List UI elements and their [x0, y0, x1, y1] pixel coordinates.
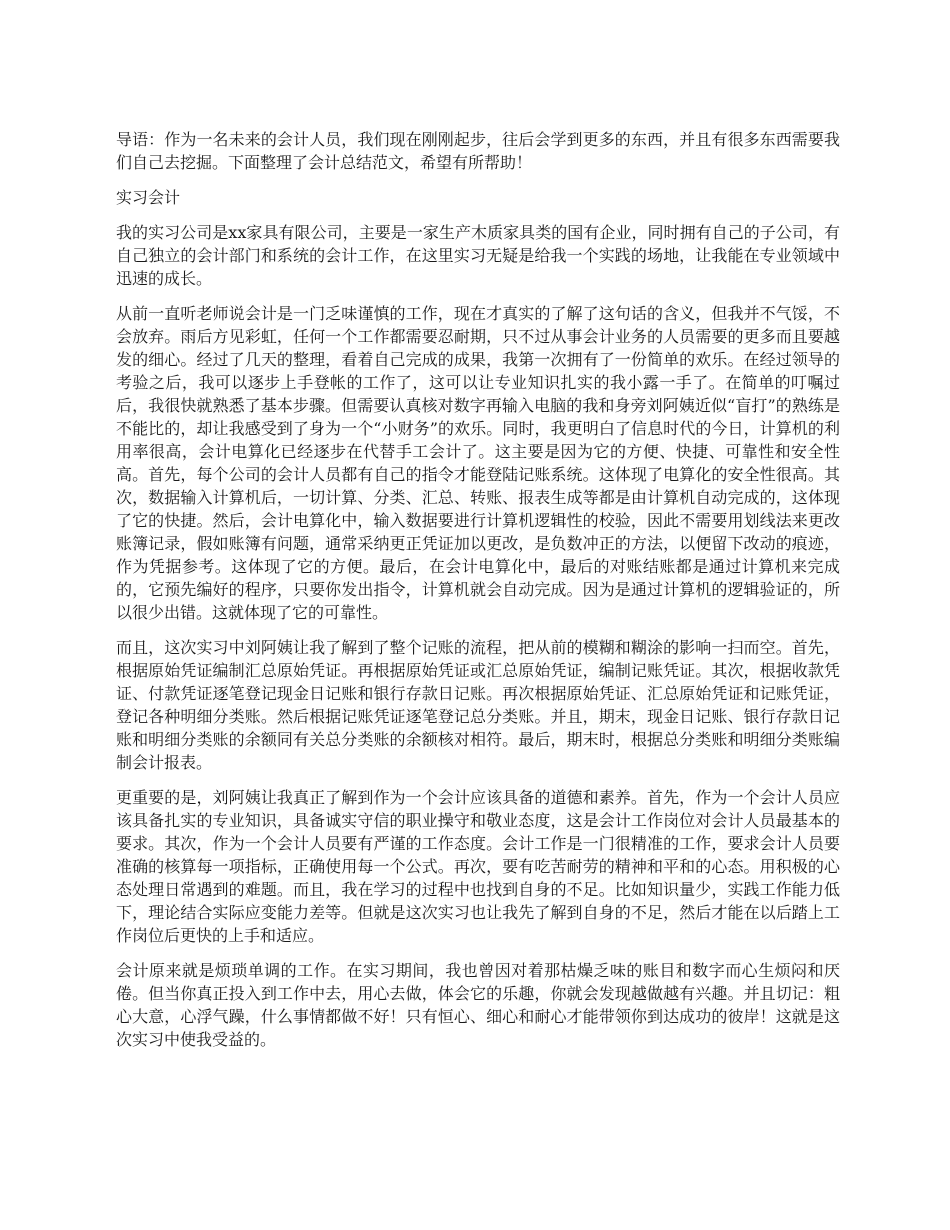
body-paragraph-3: 而且，这次实习中刘阿姨让我了解到了整个记账的流程，把从前的模糊和糊涂的影响一扫而空。首先，根据原始凭证编制汇总原始凭证。再根据原始凭证或汇总原始凭证，编制记账凭证。其次，根据收款凭证、付款凭证逐笔登记现金日记账和银行存款日记账。再次根据原始凭证、汇总原始凭证和记账凭证，登记各种明细分类账。然后根据记账凭证逐笔登记总分类账。并且，期末，现金日记账、银行存款日记账和明细分类账的余额同有关总分类账的余额核对相符。最后，期末时，根据总分类账和明细分类账编制会计报表。: [116, 638, 840, 772]
body-paragraph-5: 会计原来就是烦琐单调的工作。在实习期间，我也曾因对着那枯燥乏味的账目和数字而心生烦闷和厌倦。但当你真正投入到工作中去，用心去做，体会它的乐趣，你就会发现越做越有兴趣。并且切记：粗心大意，心浮气躁，什么事情都做不好！只有恒心、细心和耐心才能带领你到达成功的彼岸！这就是这次实习中使我受益的。: [116, 961, 840, 1049]
intro-paragraph: 导语：作为一名未来的会计人员，我们现在刚刚起步，往后会学到更多的东西，并且有很多东西需要我们自己去挖掘。下面整理了会计总结范文，希望有所帮助！: [116, 130, 840, 172]
body-paragraph-4: 更重要的是，刘阿姨让我真正了解到作为一个会计应该具备的道德和素养。首先，作为一个会计人员应该具备扎实的专业知识，具备诚实守信的职业操守和敬业态度，这是会计工作岗位对会计人员最基本的要求。其次，作为一个会计人员要有严谨的工作态度。会计工作是一门很精准的工作，要求会计人员要准确的核算每一项指标，正确使用每一个公式。再次，要有吃苦耐劳的精神和平和的心态。用积极的心态处理日常遇到的难题。而且，我在学习的过程中也找到自身的不足。比如知识量少，实践工作能力低下，理论结合实际应变能力差等。但就是这次实习也让我先了解到自身的不足，然后才能在以后踏上工作岗位后更快的上手和适应。: [116, 788, 840, 945]
body-paragraph-2: 从前一直听老师说会计是一门乏味谨慎的工作，现在才真实的了解了这句话的含义，但我并不气馁，不会放弃。雨后方见彩虹，任何一个工作都需要忍耐期，只不过从事会计业务的人员需要的更多而且要越发的细心。经过了几天的整理，看着自己完成的成果，我第一次拥有了一份简单的欢乐。在经过领导的考验之后，我可以逐步上手登帐的工作了，这可以让专业知识扎实的我小露一手了。在简单的叮嘱过后，我很快就熟悉了基本步骤。但需要认真核对数字再输入电脑的我和身旁刘阿姨近似“盲打”的熟练是不能比的，却让我感受到了身为一个“小财务”的欢乐。同时，我更明白了信息时代的今日，计算机的利用率很高，会计电算化已经逐步在代替手工会计了。这主要是因为它的方便、快捷、可靠性和安全性高。首先，每个公司的会计人员都有自己的指令才能登陆记账系统。这体现了电算化的安全性很高。其次，数据输入计算机后，一切计算、分类、汇总、转账、报表生成等都是由计算机自动完成的，这体现了它的快捷。然后，会计电算化中，输入数据要进行计算机逻辑性的校验，因此不需要用划线法来更改账簿记录，假如账簿有问题，通常采纳更正凭证加以更改，是负数冲正的方法，以便留下改动的痕迹，作为凭据参考。这体现了它的方便。最后，在会计电算化中，最后的对账结账都是通过计算机来完成的，它预先编好的程序，只要你发出指令，计算机就会自动完成。因为是通过计算机的逻辑验证的，所以很少出错。这就体现了它的可靠性。: [116, 304, 840, 622]
body-paragraph-1: 我的实习公司是xx家具有限公司，主要是一家生产木质家具类的国有企业，同时拥有自己的子公司，有自己独立的会计部门和系统的会计工作，在这里实习无疑是给我一个实践的场地，让我能在专业领域中迅速的成长。: [116, 223, 840, 288]
section-heading: 实习会计: [116, 188, 181, 207]
document-body: [116, 128, 840, 1063]
